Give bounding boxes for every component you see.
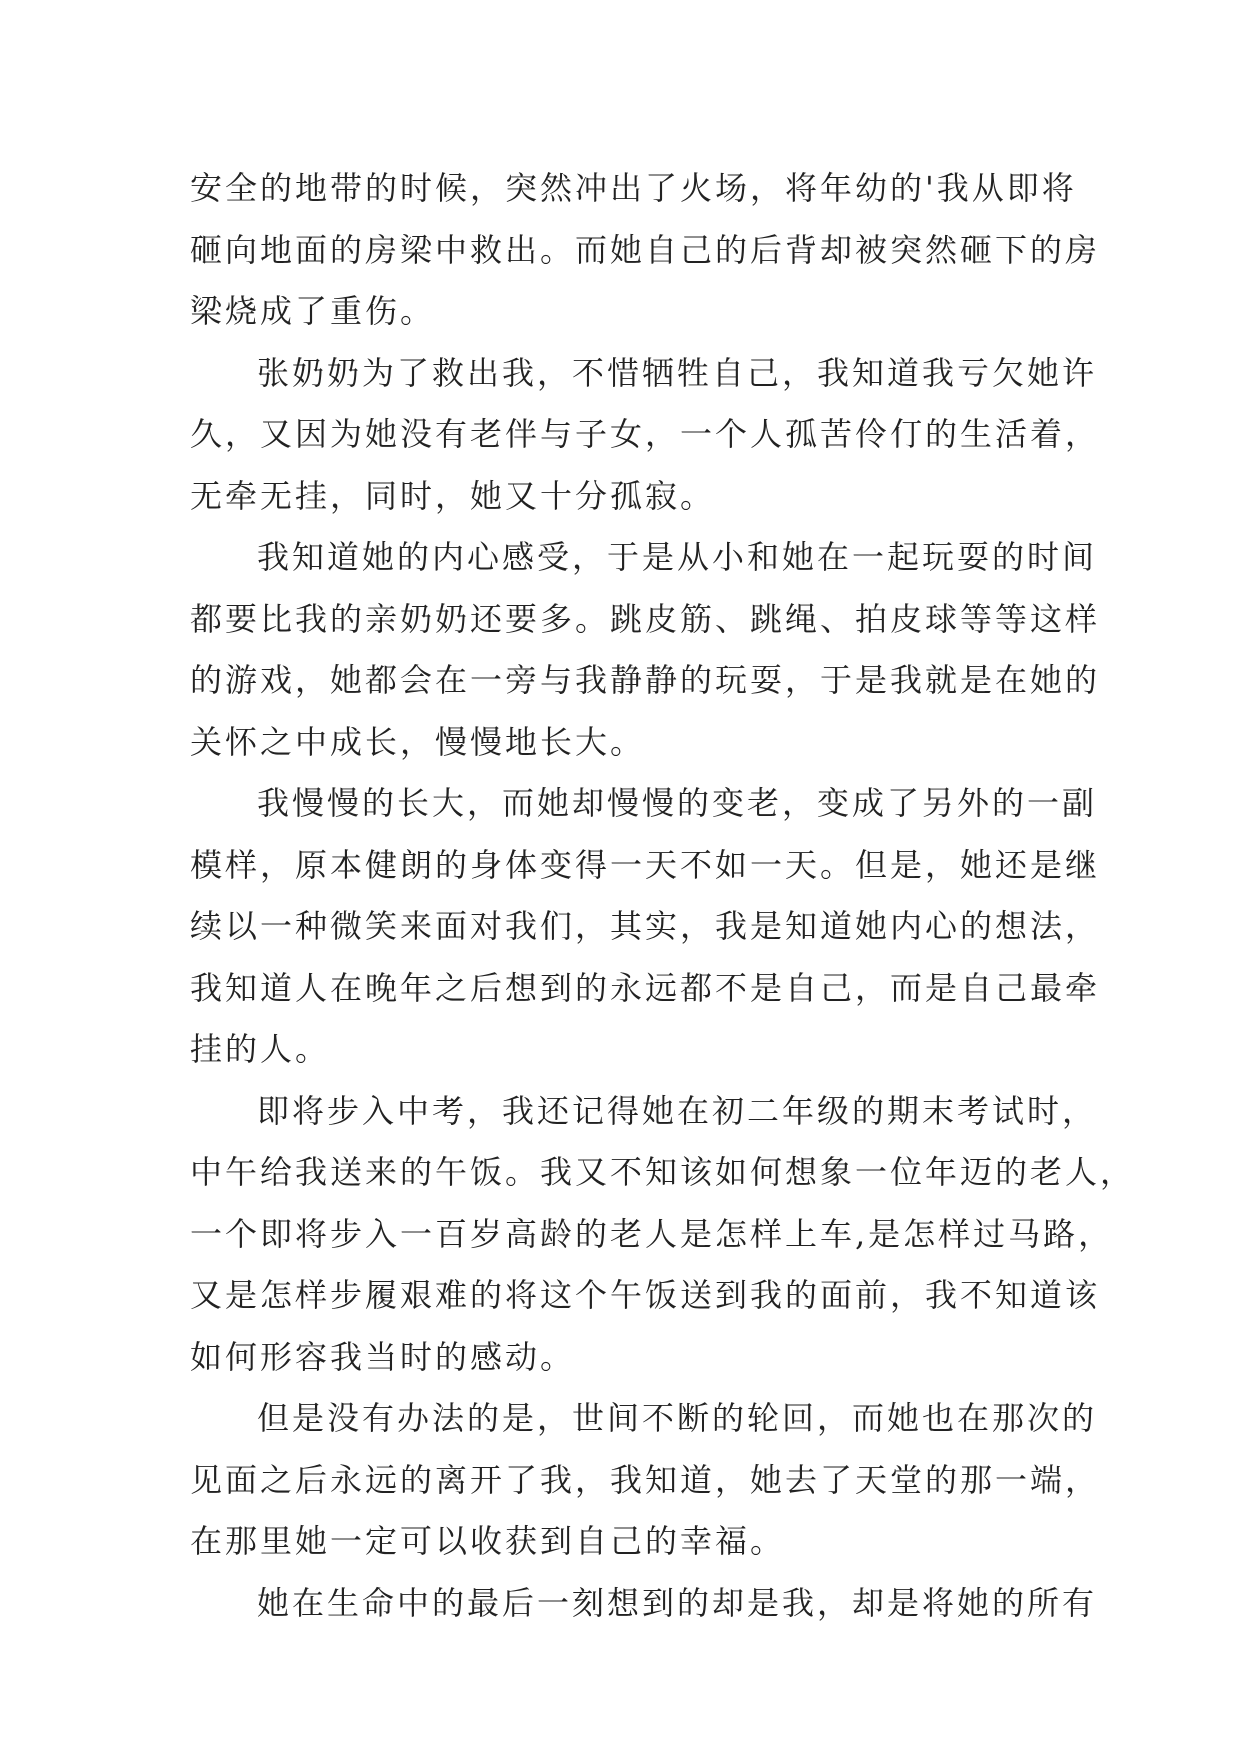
text-line: 一个即将步入一百岁高龄的老人是怎样上车,是怎样过马路， bbox=[190, 1214, 1114, 1253]
text-line: 梁烧成了重伤。 bbox=[190, 292, 436, 330]
text-line: 砸向地面的房梁中救出。而她自己的后背却被突然砸下的房 bbox=[190, 230, 1101, 269]
text-line: 无牵无挂，同时，她又十分孤寂。 bbox=[190, 476, 716, 515]
text-line: 安全的地带的时候，突然冲出了火场，将年幼的'我从即将 bbox=[190, 169, 1077, 207]
text-line: 久，又因为她没有老伴与子女，一个人孤苦伶仃的生活着， bbox=[190, 415, 1101, 453]
text-line: 模样，原本健朗的身体变得一天不如一天。但是，她还是继 bbox=[190, 845, 1101, 884]
text-line: 的游戏，她都会在一旁与我静静的玩耍，于是我就是在她的 bbox=[190, 661, 1101, 699]
paragraph-first-line: 我知道她的内心感受，于是从小和她在一起玩耍的时间 bbox=[257, 538, 1098, 576]
text-line: 如何形容我当时的感动。 bbox=[190, 1337, 576, 1376]
paragraph-first-line: 张奶奶为了救出我，不惜牺牲自己，我知道我亏欠她许 bbox=[257, 353, 1098, 392]
paragraph-first-line: 我慢慢的长大，而她却慢慢的变老，变成了另外的一副 bbox=[257, 784, 1098, 822]
paragraph-first-line: 但是没有办法的是，世间不断的轮回，而她也在那次的 bbox=[257, 1399, 1098, 1437]
text-line: 见面之后永远的离开了我，我知道，她去了天堂的那一端， bbox=[190, 1460, 1101, 1499]
text-line: 中午给我送来的午饭。我又不知该如何想象一位年迈的老人， bbox=[190, 1153, 1136, 1191]
document-body bbox=[190, 158, 1136, 1634]
text-line: 续以一种微笑来面对我们，其实，我是知道她内心的想法， bbox=[190, 907, 1101, 945]
paragraph-first-line: 她在生命中的最后一刻想到的却是我，却是将她的所有 bbox=[257, 1583, 1098, 1622]
text-line: 挂的人。 bbox=[190, 1030, 331, 1068]
text-line: 在那里她一定可以收获到自己的幸福。 bbox=[190, 1522, 786, 1560]
text-line: 关怀之中成长，慢慢地长大。 bbox=[190, 722, 646, 761]
text-line: 我知道人在晚年之后想到的永远都不是自己，而是自己最牵 bbox=[190, 968, 1101, 1007]
text-line: 又是怎样步履艰难的将这个午饭送到我的面前，我不知道该 bbox=[190, 1276, 1101, 1314]
text-line: 都要比我的亲奶奶还要多。跳皮筋、跳绳、拍皮球等等这样 bbox=[190, 599, 1101, 638]
paragraph-first-line: 即将步入中考，我还记得她在初二年级的期末考试时， bbox=[257, 1091, 1098, 1130]
